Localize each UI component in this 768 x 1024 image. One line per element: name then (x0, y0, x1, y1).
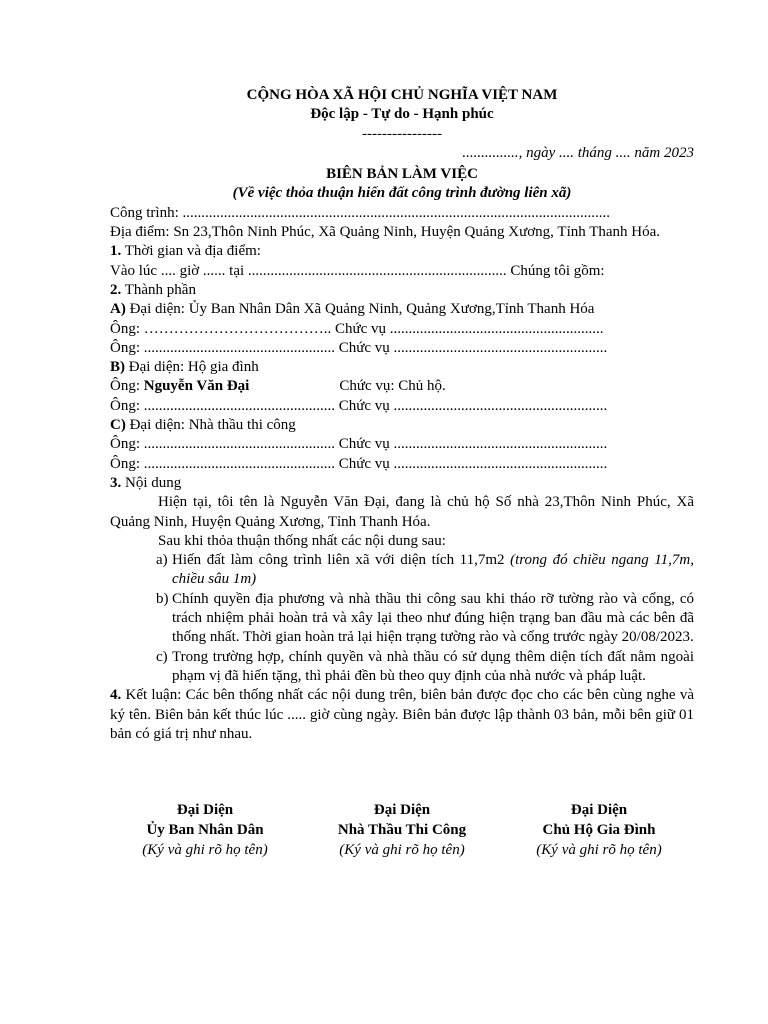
party-mark: B) (110, 359, 125, 376)
item-text: Hiến đất làm công trình liên xã với diện tích 11,7m2 (172, 552, 511, 569)
party-label: Đại diện: Hộ gia đình (125, 359, 259, 376)
date-line: ..............., ngày .... tháng .... năm 2023 (462, 144, 694, 161)
section-title: Nội dung (121, 474, 182, 491)
party-mark: A) (110, 301, 126, 318)
construction-line: Công trình: .................................................................................................................. (110, 204, 611, 221)
party-c-member-1: Ông: ................................................... Chức vụ ......................................................... (110, 436, 608, 453)
section-number: 4. (110, 687, 122, 704)
section-number: 3. (110, 474, 122, 491)
agreement-list (110, 551, 694, 686)
conclusion-text: Kết luận: Các bên thống nhất các nội dung trên, biên bản được đọc cho các bên cùng nghe và ký tên. Biên bản kết thúc lúc ..... giờ cùng ngày. Biên bản được lập thành 03 bản, mỗi bên giữ 01 bản có giá trị như nhau. (110, 687, 694, 742)
member-role: Chức vụ: Chủ hộ. (339, 378, 446, 395)
signature-column (110, 800, 300, 860)
item-text: Chính quyền địa phương và nhà thầu thi công sau khi tháo rỡ tường rào và cổng, có trách nhiệm phải hoàn trả và xây lại theo như đúng hiện trạng ban đầu mà các bên đã thống nhất. Thời gian hoàn trả lại hiện trạng tường rào và cổng trước ngày 20/08/2023. (172, 590, 694, 646)
motto: Độc lập - Tự do - Hạnh phúc (310, 106, 494, 123)
signature-role: Đại Diện (570, 802, 628, 818)
section-title: Thời gian và địa điểm: (121, 243, 261, 260)
member-prefix: Ông: (110, 378, 144, 395)
party-c-heading (110, 416, 694, 435)
signature-note: (Ký và ghi rõ họ tên) (142, 842, 268, 858)
signature-column (504, 800, 694, 860)
section-title: Thành phần (121, 281, 196, 298)
section-number: 1. (110, 243, 122, 260)
section-1-heading (110, 242, 694, 261)
section-3-heading (110, 474, 694, 493)
list-item (110, 648, 694, 687)
country-heading: CỘNG HÒA XÃ HỘI CHỦ NGHĨA VIỆT NAM (246, 87, 558, 103)
location-line: Địa điểm: Sn 23,Thôn Ninh Phúc, Xã Quảng Ninh, Huyện Quảng Xương, Tỉnh Thanh Hóa. (110, 224, 661, 241)
party-b-heading (110, 358, 694, 377)
party-a-member-2: Ông: ................................................... Chức vụ ......................................................... (110, 339, 608, 356)
list-item (110, 551, 694, 590)
divider: ---------------- (362, 125, 442, 142)
signature-note: (Ký và ghi rõ họ tên) (339, 842, 465, 858)
signature-org: Chủ Hộ Gia Đình (542, 822, 656, 838)
signature-block (110, 800, 694, 860)
party-b-member-1 (110, 377, 694, 396)
member-name: Nguyễn Văn Đại (143, 378, 250, 395)
list-item (110, 590, 694, 648)
signature-column (307, 800, 497, 860)
party-a-heading (110, 300, 694, 319)
document-subtitle: (Về việc thỏa thuận hiến đất công trình đường liên xã) (232, 185, 572, 202)
section-2-heading (110, 281, 694, 300)
content-intro: Sau khi thỏa thuận thống nhất các nội dung sau: (158, 532, 446, 549)
item-mark: c) (156, 648, 168, 665)
signature-role: Đại Diện (176, 802, 234, 818)
content-paragraph: Hiện tại, tôi tên là Nguyễn Văn Đại, đang là chủ hộ Số nhà 23,Thôn Ninh Phúc, Xã Quảng Ninh, Huyện Quảng Xương, Tỉnh Thanh Hóa. (110, 494, 694, 530)
party-a-member-1: Ông: ……………………………….. Chức vụ ......................................................... (110, 320, 604, 337)
conclusion-paragraph (110, 686, 694, 744)
item-mark: a) (156, 552, 168, 569)
item-mark: b) (156, 590, 169, 607)
item-text: Trong trường hợp, chính quyền và nhà thầu có sử dụng thêm diện tích đất nằm ngoài phạm vị đã hiến tặng, thì phải đền bù theo quy định của nhà nước và pháp luật. (172, 648, 694, 684)
document-title: BIÊN BẢN LÀM VIỆC (326, 166, 478, 183)
party-b-member-2: Ông: ................................................... Chức vụ ......................................................... (110, 397, 608, 414)
signature-org: Ủy Ban Nhân Dân (146, 822, 264, 838)
document-body (110, 86, 694, 744)
party-mark: C) (110, 417, 126, 434)
item-italic-note: (trong đó chiều ngang 11,7m, chiều sâu 1m) (172, 552, 694, 588)
party-label: Đại diện: Ủy Ban Nhân Dân Xã Quảng Ninh, Quảng Xương,Tỉnh Thanh Hóa (125, 301, 595, 318)
signature-role: Đại Diện (373, 802, 431, 818)
section-number: 2. (110, 281, 122, 298)
time-place-line: Vào lúc .... giờ ...... tại ..................................................................... Chúng tôi gồm: (110, 262, 605, 279)
signature-note: (Ký và ghi rõ họ tên) (536, 842, 662, 858)
party-c-member-2: Ông: ................................................... Chức vụ ......................................................... (110, 455, 608, 472)
party-label: Đại diện: Nhà thầu thi công (125, 417, 296, 434)
signature-org: Nhà Thầu Thi Công (337, 822, 467, 838)
